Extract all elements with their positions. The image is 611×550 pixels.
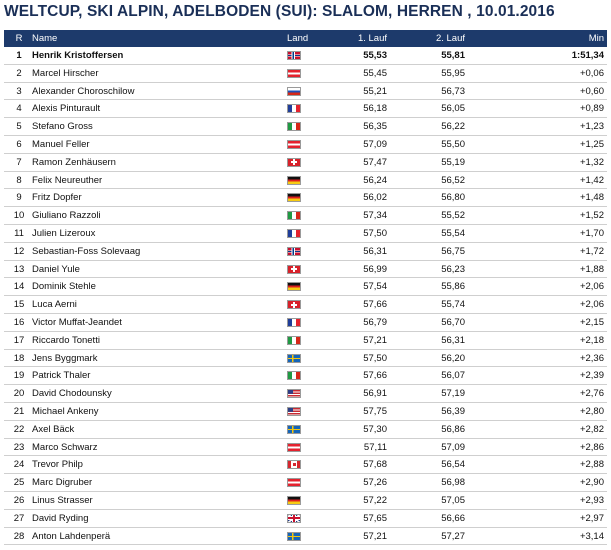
total-time: +0,60	[579, 85, 604, 97]
run1-time: 56,02	[363, 192, 387, 204]
run1-time: 56,24	[363, 174, 387, 186]
run2-time: 56,80	[441, 192, 465, 204]
athlete-name: Manuel Feller	[32, 138, 90, 150]
total-time: +2,82	[579, 423, 604, 435]
total-time: +1,32	[579, 156, 604, 168]
country-flag-icon	[287, 176, 301, 185]
total-time: +2,18	[579, 334, 604, 346]
column-header-run2[interactable]: 2. Lauf	[435, 33, 465, 44]
run1-time: 57,66	[363, 370, 387, 382]
total-time: +1,25	[579, 138, 604, 150]
column-header-time[interactable]: Min	[588, 33, 604, 44]
country-flag-icon	[287, 87, 301, 96]
country-flag-icon	[287, 69, 301, 78]
run2-time: 56,05	[441, 103, 465, 115]
run1-time: 57,47	[363, 156, 387, 168]
athlete-name: Jens Byggmark	[32, 352, 98, 364]
athlete-name: Patrick Thaler	[32, 370, 91, 382]
total-time: +2,88	[579, 459, 604, 471]
total-time: +2,93	[579, 494, 604, 506]
country-flag-icon	[287, 354, 301, 363]
run2-time: 56,23	[441, 263, 465, 275]
table-row	[4, 172, 607, 190]
run1-time: 57,22	[363, 494, 387, 506]
table-row	[4, 474, 607, 492]
run1-time: 56,99	[363, 263, 387, 275]
run1-time: 57,34	[363, 210, 387, 222]
run2-time: 55,74	[441, 299, 465, 311]
run2-time: 55,54	[441, 227, 465, 239]
total-time: +2,86	[579, 441, 604, 453]
table-header	[4, 30, 607, 47]
run2-time: 57,05	[441, 494, 465, 506]
country-flag-icon	[287, 300, 301, 309]
table-row	[4, 528, 607, 546]
country-flag-icon	[287, 496, 301, 505]
country-flag-icon	[287, 336, 301, 345]
run2-time: 56,07	[441, 370, 465, 382]
country-flag-icon	[287, 51, 301, 60]
run1-time: 56,79	[363, 316, 387, 328]
run2-time: 56,98	[441, 477, 465, 489]
athlete-name: Luca Aerni	[32, 299, 77, 311]
country-flag-icon	[287, 389, 301, 398]
column-header-run1[interactable]: 1. Lauf	[357, 33, 387, 44]
run2-time: 56,73	[441, 85, 465, 97]
run1-time: 57,21	[363, 334, 387, 346]
run1-time: 57,75	[363, 405, 387, 417]
rank-cell: 12	[13, 245, 25, 257]
run1-time: 57,50	[363, 227, 387, 239]
athlete-name: Marc Digruber	[32, 477, 93, 489]
total-time: +1,23	[579, 121, 604, 133]
country-flag-icon	[287, 460, 301, 469]
total-time: +2,36	[579, 352, 604, 364]
table-row	[4, 367, 607, 385]
country-flag-icon	[287, 140, 301, 149]
run2-time: 55,50	[441, 138, 465, 150]
athlete-name: Victor Muffat-Jeandet	[32, 316, 122, 328]
rank-cell: 21	[13, 405, 25, 417]
table-row	[4, 492, 607, 510]
rank-cell: 10	[13, 210, 25, 222]
rank-cell: 16	[13, 316, 25, 328]
rank-cell: 19	[13, 370, 25, 382]
total-time: +1,48	[579, 192, 604, 204]
run2-time: 56,20	[441, 352, 465, 364]
run2-time: 56,86	[441, 423, 465, 435]
run2-time: 56,75	[441, 245, 465, 257]
athlete-name: Trevor Philp	[32, 459, 83, 471]
page-title: WELTCUP, SKI ALPIN, ADELBODEN (SUI): SLALOM, HERREN , 10.01.2016	[4, 3, 555, 20]
table-row	[4, 314, 607, 332]
rank-cell: 3	[16, 85, 22, 97]
rank-cell: 27	[13, 512, 25, 524]
country-flag-icon	[287, 265, 301, 274]
country-flag-icon	[287, 122, 301, 131]
athlete-name: Julien Lizeroux	[32, 227, 96, 239]
athlete-name: Fritz Dopfer	[32, 192, 82, 204]
table-row	[4, 189, 607, 207]
run1-time: 57,50	[363, 352, 387, 364]
run1-time: 57,21	[363, 530, 387, 542]
athlete-name: Alexander Choroschilow	[32, 85, 135, 97]
athlete-name: Marco Schwarz	[32, 441, 98, 453]
run2-time: 56,66	[441, 512, 465, 524]
rank-cell: 14	[13, 281, 25, 293]
rank-cell: 4	[16, 103, 22, 115]
run1-time: 57,54	[363, 281, 387, 293]
country-flag-icon	[287, 104, 301, 113]
total-time: +1,72	[579, 245, 604, 257]
table-row	[4, 136, 607, 154]
run1-time: 57,26	[363, 477, 387, 489]
run1-time: 55,45	[363, 67, 387, 79]
table-row	[4, 225, 607, 243]
country-flag-icon	[287, 318, 301, 327]
country-flag-icon	[287, 193, 301, 202]
country-flag-icon	[287, 371, 301, 380]
country-flag-icon	[287, 282, 301, 291]
run2-time: 56,31	[441, 334, 465, 346]
table-row	[4, 421, 607, 439]
table-row	[4, 118, 607, 136]
table-row	[4, 510, 607, 528]
rank-cell: 26	[13, 494, 25, 506]
country-flag-icon	[287, 158, 301, 167]
run2-time: 56,39	[441, 405, 465, 417]
total-time: +1,88	[579, 263, 604, 275]
athlete-name: Sebastian-Foss Solevaag	[32, 245, 141, 257]
total-time: +1,42	[579, 174, 604, 186]
run2-time: 57,27	[441, 530, 465, 542]
run2-time: 56,52	[441, 174, 465, 186]
total-time: +1,70	[579, 227, 604, 239]
column-header-country[interactable]: Land	[287, 33, 309, 44]
run1-time: 55,21	[363, 85, 387, 97]
run1-time: 57,68	[363, 459, 387, 471]
athlete-name: Daniel Yule	[32, 263, 80, 275]
run2-time: 55,81	[441, 50, 465, 61]
rank-cell: 8	[16, 174, 22, 186]
rank-cell: 1	[16, 50, 22, 61]
run2-time: 55,95	[441, 67, 465, 79]
rank-cell: 9	[16, 192, 22, 204]
run2-time: 56,70	[441, 316, 465, 328]
total-time: +2,80	[579, 405, 604, 417]
rank-cell: 22	[13, 423, 25, 435]
table-row	[4, 243, 607, 261]
total-time: +2,39	[579, 370, 604, 382]
total-time: +0,89	[579, 103, 604, 115]
total-time: +2,76	[579, 388, 604, 400]
run1-time: 57,11	[363, 441, 387, 453]
country-flag-icon	[287, 514, 301, 523]
athlete-name: Felix Neureuther	[32, 174, 103, 186]
total-time: +2,15	[579, 316, 604, 328]
table-row	[4, 278, 607, 296]
total-time: 1:51,34	[571, 50, 604, 61]
athlete-name: Ramon Zenhäusern	[32, 156, 116, 168]
run1-time: 57,30	[363, 423, 387, 435]
rank-cell: 6	[16, 138, 22, 150]
run1-time: 57,65	[363, 512, 387, 524]
table-row	[4, 332, 607, 350]
column-header-rank[interactable]: R	[15, 33, 23, 44]
athlete-name: Giuliano Razzoli	[32, 210, 101, 222]
athlete-name: David Ryding	[32, 512, 89, 524]
rank-cell: 7	[16, 156, 22, 168]
rank-cell: 24	[13, 459, 25, 471]
total-time: +1,52	[579, 210, 604, 222]
athlete-name: Henrik Kristoffersen	[32, 50, 124, 61]
run2-time: 56,54	[441, 459, 465, 471]
run2-time: 57,19	[441, 388, 465, 400]
country-flag-icon	[287, 532, 301, 541]
athlete-name: David Chodounsky	[32, 388, 112, 400]
run2-time: 55,19	[441, 156, 465, 168]
athlete-name: Stefano Gross	[32, 121, 93, 133]
table-row	[4, 100, 607, 118]
rank-cell: 28	[13, 530, 25, 542]
athlete-name: Axel Bäck	[32, 423, 75, 435]
country-flag-icon	[287, 443, 301, 452]
athlete-name: Dominik Stehle	[32, 281, 96, 293]
athlete-name: Michael Ankeny	[32, 405, 99, 417]
rank-cell: 5	[16, 121, 22, 133]
run2-time: 55,86	[441, 281, 465, 293]
rank-cell: 17	[13, 334, 25, 346]
total-time: +2,06	[579, 281, 604, 293]
run1-time: 55,53	[363, 50, 387, 61]
table-row	[4, 385, 607, 403]
rank-cell: 11	[14, 227, 24, 239]
table-row	[4, 207, 607, 225]
country-flag-icon	[287, 478, 301, 487]
athlete-name: Anton Lahdenperä	[32, 530, 111, 542]
rank-cell: 2	[16, 67, 22, 79]
rank-cell: 25	[13, 477, 25, 489]
total-time: +0,06	[579, 67, 604, 79]
table-row	[4, 83, 607, 101]
athlete-name: Linus Strasser	[32, 494, 93, 506]
country-flag-icon	[287, 211, 301, 220]
run2-time: 55,52	[441, 210, 465, 222]
athlete-name: Riccardo Tonetti	[32, 334, 100, 346]
table-row	[4, 65, 607, 83]
country-flag-icon	[287, 247, 301, 256]
column-header-name[interactable]: Name	[32, 33, 58, 44]
run1-time: 56,18	[363, 103, 387, 115]
rank-cell: 18	[13, 352, 25, 364]
run2-time: 56,22	[441, 121, 465, 133]
run1-time: 56,31	[363, 245, 387, 257]
athlete-name: Alexis Pinturault	[32, 103, 101, 115]
rank-cell: 20	[13, 388, 25, 400]
total-time: +3,14	[579, 530, 604, 542]
total-time: +2,06	[579, 299, 604, 311]
table-row	[4, 154, 607, 172]
table-row	[4, 439, 607, 457]
run1-time: 56,35	[363, 121, 387, 133]
rank-cell: 15	[13, 299, 25, 311]
country-flag-icon	[287, 425, 301, 434]
athlete-name: Marcel Hirscher	[32, 67, 99, 79]
table-row	[4, 456, 607, 474]
results-table-body	[4, 47, 607, 545]
country-flag-icon	[287, 229, 301, 238]
run2-time: 57,09	[441, 441, 465, 453]
table-row	[4, 403, 607, 421]
table-row	[4, 261, 607, 279]
table-row	[4, 350, 607, 368]
run1-time: 57,09	[363, 138, 387, 150]
total-time: +2,90	[579, 477, 604, 489]
table-row	[4, 47, 607, 65]
total-time: +2,97	[579, 512, 604, 524]
table-row	[4, 296, 607, 314]
run1-time: 57,66	[363, 299, 387, 311]
country-flag-icon	[287, 407, 301, 416]
rank-cell: 23	[13, 441, 25, 453]
rank-cell: 13	[13, 263, 25, 275]
run1-time: 56,91	[363, 388, 387, 400]
